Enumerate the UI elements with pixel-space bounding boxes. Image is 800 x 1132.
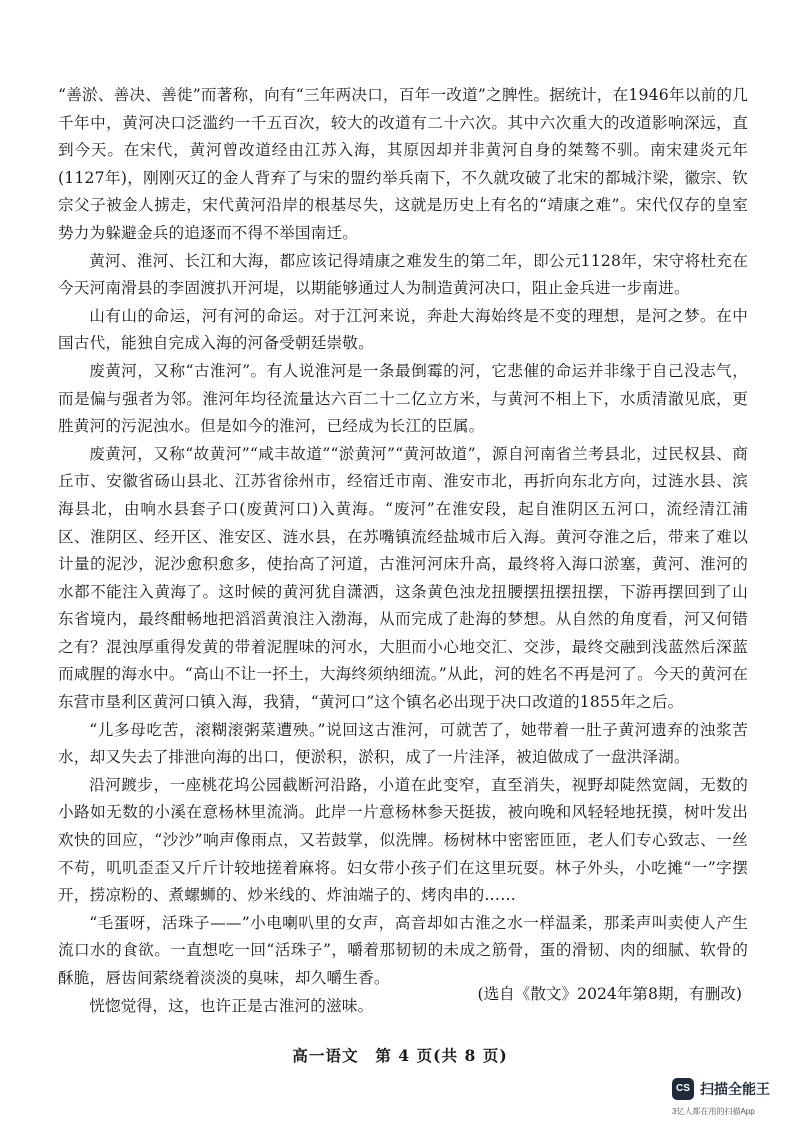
paragraph-8: “毛蛋呀，活珠子——”小电喇叭里的女声，高音却如古淮之水一样温柔，那柔声叫卖使人产生流口水的食欲。一直想吃一回“活珠子”，嚼着那韧韧的未成之筋骨，蛋的滑韧、肉的细腻、软骨的酥脆，唇齿间萦绕着淡淡的臭味，却久嚼生香。 — [58, 913, 748, 987]
paragraph-6: “儿多母吃苦，滚糊滚粥菜遭殃。”说回这古淮河，可就苦了，她带着一肚子黄河遗弃的浊浆苦水，却又失去了排泄向海的出口，便淤积，淤积，成了一片洼泽，被迫做成了一盘洪泽湖。 — [58, 720, 748, 767]
scanner-watermark — [666, 1074, 786, 1122]
camscanner-logo-icon: CS — [672, 1078, 694, 1100]
paragraph-3: 山有山的命运，河有河的命运。对于江河来说，奔赴大海始终是不变的理想，是河之梦。在中国古代，能独自完成入海的河备受朝廷崇敬。 — [58, 306, 748, 353]
paragraph-4: 废黄河，又称“古淮河”。有人说淮河是一条最倒霉的河，它悲催的命运并非缘于自己没志气，而是偏与强者为邻。淮河年均径流量达六百二十二亿立方米，与黄河不相上下，水质清澈见底，更胜黄河的污泥浊水。但是如今的淮河，已经成为长江的臣属。 — [58, 361, 748, 436]
page-footer: 高一语文 第 4 页(共 8 页) — [292, 1046, 508, 1065]
watermark-tagline: 3亿人都在用的扫描App — [672, 1107, 755, 1116]
source-citation: (选自《散文》2024年第8期，有删改) — [477, 985, 742, 1003]
paragraph-1: “善淤、善决、善徙”而著称，向有“三年两决口，百年一改道”之脾性。据统计，在1946年以前的几千年中，黄河决口泛滥约一千五百次，较大的改道有二十六次。其中六次重大的改道影响深远，直到今天。在宋代，黄河曾改道经由江苏入海，其原因却并非黄河自身的桀骜不驯。南宋建炎元年(1127年)，刚刚灭辽的金人背弃了与宋的盟约举兵南下，不久就攻破了北宋的都城汴梁，徽宗、钦宗父子被金人掳走，宋代黄河沿岸的根基尽失，这就是历史上有名的“靖康之难”。宋代仅存的皇室势力为躲避金兵的追逐而不得不举国南迁。 — [58, 86, 748, 242]
watermark-app-name: 扫描全能王 — [700, 1081, 770, 1097]
paragraph-2: 黄河、淮河、长江和大海，都应该记得靖康之难发生的第二年，即公元1128年，宋守将杜充在今天河南滑县的李固渡扒开河堤，以期能够通过人为制造黄河决口，阻止金兵进一步南进。 — [58, 251, 748, 298]
paragraph-5: 废黄河，又称“故黄河”“咸丰故道”“淤黄河”“黄河故道”，源自河南省兰考县北，过民权县、商丘市、安徽省砀山县北、江苏省徐州市，经宿迁市南、淮安市北，再折向东北方向，过涟水县、滨海县北，由响水县套子口(废黄河口)入黄海。“废河”在淮安段，起自淮阴区五河口，流经清江浦区、淮阴区、经开区、淮安区、涟水县，在苏嘴镇流经盐城市后入海。黄河夺淮之后，带来了难以计量的泥沙，泥沙愈积愈多，使抬高了河道，古淮河河床升高，最终将入海口淤塞，黄河、淮河的水都不能注入黄海了。这时候的黄河犹自潇洒，这条黄色浊龙扭腰摆扭摆扭摆，下游再摆回到了山东省境内，最终酣畅地把滔滔黄浪注入渤海，从而完成了赴海的梦想。从自然的角度看，河又何错之有？混浊厚重得发黄的带着泥腥味的河水，大胆而小心地交汇、交涉，最终交融到浅蓝然后深蓝而咸腥的海水中。“高山不让一抔土，大海终须纳细流。”从此，河的姓名不再是河了。今天的黄河在东营市垦利区黄河口镇入海，我猜，“黄河口”这个镇名必出现于决口改道的1855年之后。 — [58, 444, 748, 712]
paragraph-7: 沿河踱步，一座桃花坞公园截断河沿路，小道在此变窄，直至消失，视野却陡然宽阔，无数的小路如无数的小溪在意杨林里流淌。此岸一片意杨林参天挺拔，被向晚和风轻轻地抚摸，树叶发出欢快的回应，“沙沙”响声像雨点，又若鼓掌，似洗牌。杨树林中密密匝匝，老人们专心致志、一丝不苟，叽叽歪歪又斤斤计较地搓着麻将。妇女带小孩子们在这里玩耍。林子外头，小吃摊“一”字摆开，捞凉粉的、煮螺蛳的、炒米线的、炸油端子的、烤肉串的…… — [58, 775, 748, 905]
article-body — [58, 82, 748, 1020]
paragraph-9: 恍惚觉得，这，也许正是古淮河的滋味。 — [89, 996, 374, 1015]
